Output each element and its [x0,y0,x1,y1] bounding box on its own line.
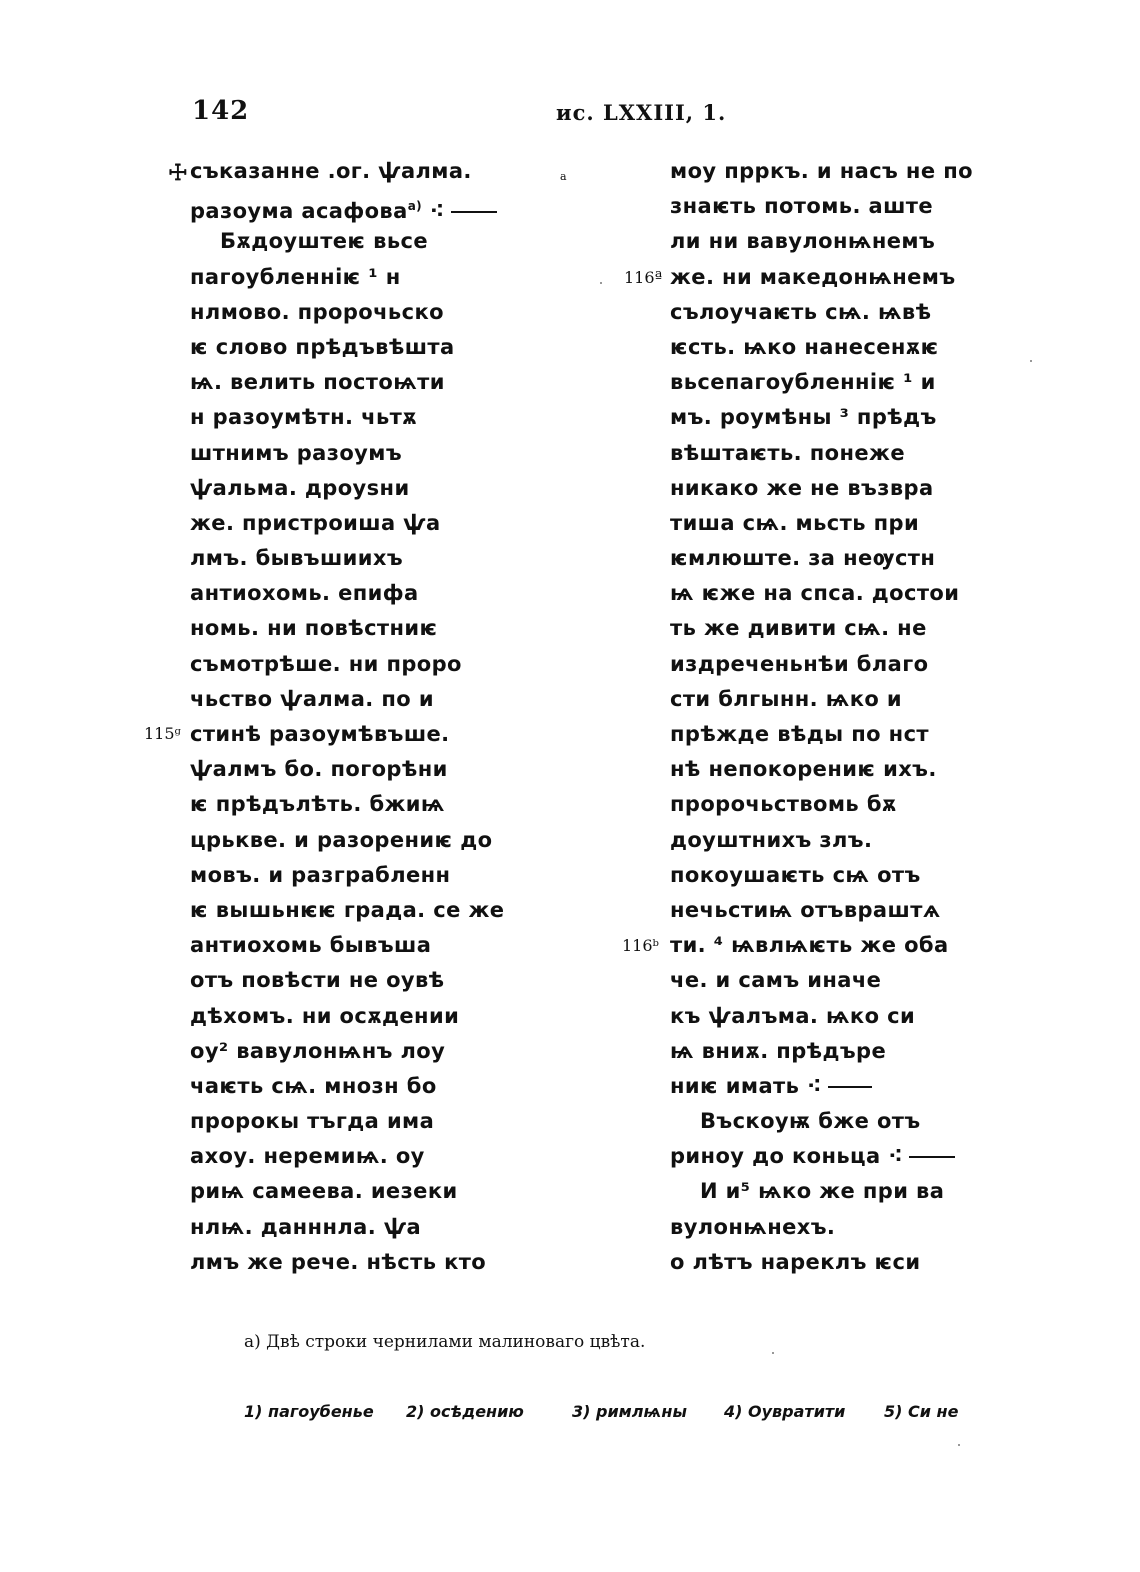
left-column [190,154,505,1280]
left-line: ѩ. велить постоѩти [190,370,445,395]
left-line: чаѥть сѩ. мнозн бо [190,1073,437,1098]
right-line: нѣ непокорениѥ ихъ. [670,757,937,782]
margin-marker-115: 115ᵍ [144,724,181,743]
left-line: ѥ слово прѣдъвѣшта [190,334,455,359]
end-mark: ⁖ [429,199,445,224]
left-line: ѱалмъ бо. погорѣни [190,757,448,782]
left-line: пророкы тъгда има [190,1109,435,1134]
right-line: сълоучаѥть сѩ. ѩвѣ [670,299,932,324]
left-line: дѣхомъ. ни осѫдении [190,1003,460,1028]
right-line: тиша сѩ. мьсть при [670,510,920,535]
footnote-a: а) Двѣ строки чернилами малиноваго цвѣта. [244,1332,646,1352]
scan-speck [958,1444,960,1446]
right-line: че. и самъ иначе [670,968,882,993]
variant-3: 3) римлѩны [572,1402,687,1421]
right-line: ѥсть. ѩко нанесенѫѥ [670,334,939,359]
scan-speck [772,1352,774,1354]
variant-readings [0,1402,1140,1432]
right-line: знаѥть потомь. аште [670,194,934,219]
right-line: пророчьствомь бѫ [670,792,897,817]
right-line: сти блгынн. ѩко и [670,686,903,711]
right-line: ть же дивити сѩ. не [670,616,927,641]
end-rule [828,1086,872,1088]
left-line: номь. ни повѣстниѥ [190,616,438,641]
left-line: ѥ прѣдълѣть. бжиѩ [190,792,445,817]
left-line: ахоу. неремиѩ. оу [190,1144,425,1169]
left-line: стинѣ разоумѣвъше. [190,722,450,746]
left-line: лмъ же рече. нѣсть кто [190,1249,487,1274]
right-line: вулонѩнехъ. [670,1214,836,1239]
margin-marker-116b: 116ᵇ [622,936,659,955]
right-line: моу прркъ. и насъ не по [670,159,973,183]
scan-speck [600,282,602,284]
footnote-ref-a: а) [407,199,423,214]
left-line: антиохомь. епифа [190,581,419,606]
left-line: антиохомь бывъша [190,933,432,958]
variant-2: 2) осѣдению [406,1402,524,1421]
left-line: нлѩ. данннла. ѱа [190,1214,422,1239]
left-line: разоума асафова$^{а)}$ ⁖ [190,189,490,224]
left-line: Бѫдоуштеѥ вьсе [220,229,429,254]
right-line: ѥмлюште. за неѹстн [670,546,936,571]
right-line: Въскоуѭ бже отъ [700,1109,921,1134]
right-line: покоушаѥть сѩ отъ [670,862,921,887]
left-line: отъ повѣсти не оувѣ [190,968,445,993]
left-line: нлмово. пророчьско [190,299,444,324]
right-line: ѩ вниѫ. прѣдъре [670,1038,887,1063]
right-line: мъ. роумѣны ³ прѣдъ [670,405,937,430]
stray-mark: а [560,170,567,183]
right-line: вѣштаѥть. понеже [670,440,905,465]
right-line: же. ни македонѩнемъ [670,264,956,289]
right-line: вьсепагоубленніѥ ¹ и [670,370,936,395]
left-line: риѩ самеева. иезеки [190,1179,458,1204]
right-line: о лѣтъ нареклъ ѥси [670,1249,921,1274]
left-line: мовъ. и разграбленн [190,862,451,887]
left-line: съмотрѣше. ни проро [190,651,462,676]
scan-speck [1030,360,1032,362]
right-line: нечьстиѩ отъвраштѧ [670,897,941,922]
page-number: 142 [192,96,250,126]
right-line: доуштнихъ злъ. [670,827,873,852]
left-line: ѱальма. дроуѕни [190,475,410,500]
left-line: ѥ вышьнѥѥ града. се же [190,897,505,922]
right-line: никако же не възвра [670,475,934,500]
left-line: оу² вавулонѩнъ лоу [190,1038,446,1063]
variant-1: 1) пагоубенье [244,1402,374,1421]
variant-4: 4) Оувратити [724,1402,846,1421]
right-line: издреченьнѣи благо [670,651,929,676]
left-line: лмъ. бывъшиихъ [190,546,403,571]
right-line: ли ни вавулонѩнемъ [670,229,936,254]
right-line: ти. ⁴ ѩвлѩѥть же оба [670,933,949,958]
right-line: прѣжде вѣды по нст [670,722,929,746]
right-line: риноу до коньца ⁖ [670,1139,970,1174]
running-head: ис. LXXIII, 1. [556,100,727,125]
left-line: штнимъ разоумъ [190,440,403,465]
margin-marker-116a: 116ª [624,268,663,287]
left-line: чьство ѱалма. по и [190,686,434,711]
right-line: къ ѱалъма. ѩко си [670,1003,916,1028]
left-line: црькве. и разорениѥ до [190,827,493,852]
end-rule [909,1156,955,1158]
left-line: н разоумѣтн. чьтѫ [190,405,418,430]
left-line: же. пристроиша ѱа [190,510,441,535]
cross-mark: ☩ [168,160,188,186]
right-column [670,154,973,1280]
end-rule [451,211,497,213]
left-line: пагоубленніѥ ¹ н [190,264,401,289]
variant-5: 5) Си не [884,1402,959,1421]
right-line: И и⁵ ѩко же при ва [700,1179,945,1204]
right-line: ниѥ имать ⁖ [670,1069,970,1104]
right-line: ѩ ѥже на спса. достои [670,581,960,606]
left-line: съказанне .ог. ѱалма. [190,159,472,183]
